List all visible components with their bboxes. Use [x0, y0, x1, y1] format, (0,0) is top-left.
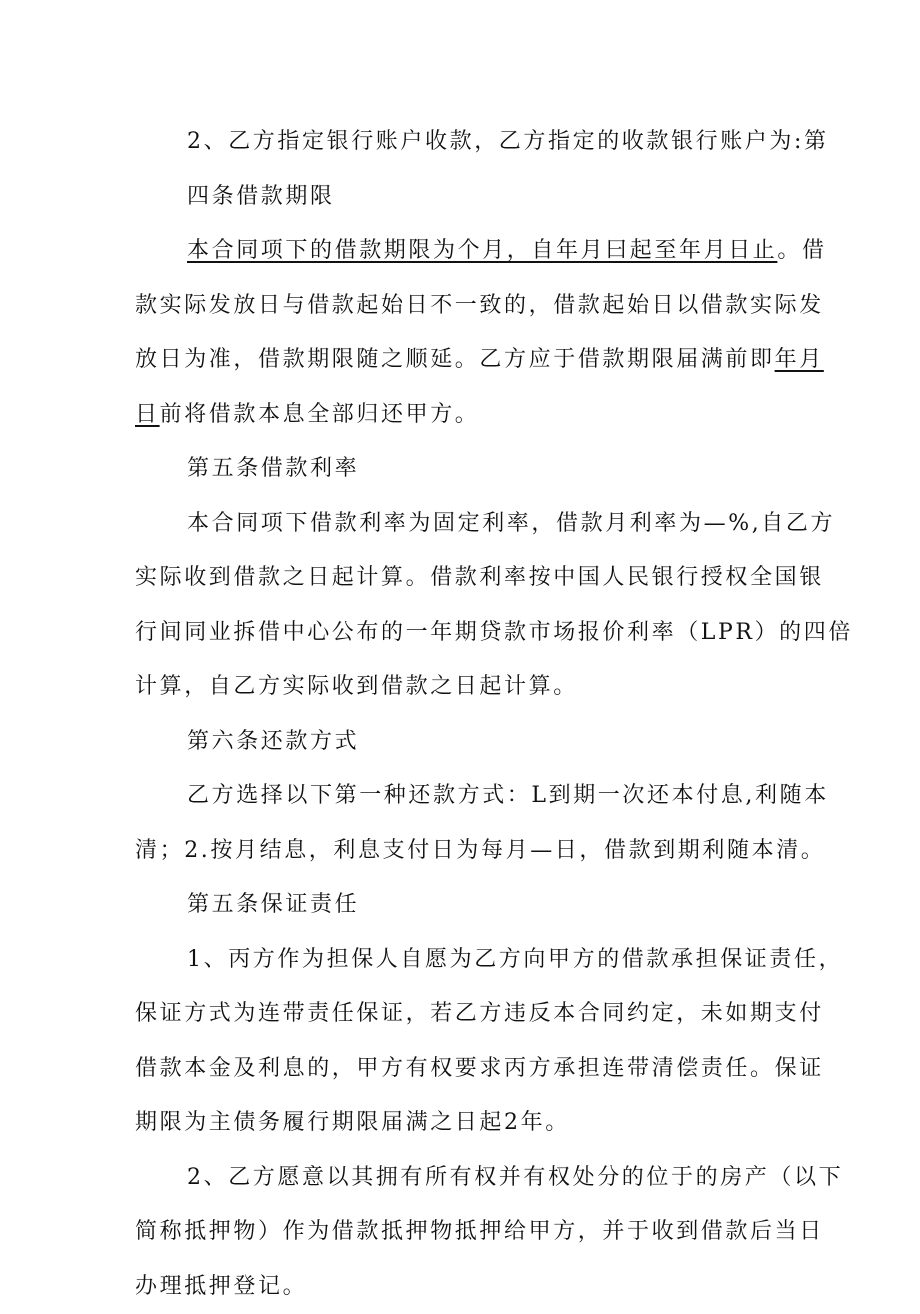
text-line	[135, 224, 795, 279]
line-text: 保证方式为连带责任保证，若乙方违反本合同约定，未如期支付	[135, 1001, 824, 1026]
text-line	[135, 1151, 795, 1206]
text-line	[135, 1096, 795, 1151]
underlined-blank-text: 日	[135, 402, 160, 427]
line-text: 1、丙方作为担保人自愿为乙方向甲方的借款承担保证责任，	[187, 947, 843, 972]
line-text: 2、乙方愿意以其拥有所有权并有权处分的位于的房产（以下	[187, 1165, 843, 1190]
text-line	[135, 170, 795, 225]
text-line	[135, 551, 795, 606]
line-text: 第五条保证责任	[187, 892, 359, 917]
line-text: 行间同业拆借中心公布的一年期贷款市场报价利率（LPR）的四倍	[135, 620, 853, 645]
document-body	[135, 115, 795, 1314]
line-text: 乙方选择以下第一种还款方式：L到期一次还本付息,利随本	[187, 783, 829, 808]
line-text: 简称抵押物）作为借款抵押物抵押给甲方，并于收到借款后当日	[135, 1219, 824, 1244]
text-line	[135, 824, 795, 879]
line-text: 款实际发放日与借款起始日不一致的，借款起始日以借款实际发	[135, 293, 824, 318]
underlined-blank-text: 本合同项下的借款期限为个月，自年月曰起至年月日止	[187, 238, 777, 263]
line-text: 第五条借款利率	[187, 456, 359, 481]
text-line	[135, 660, 795, 715]
line-text: 计算，自乙方实际收到借款之日起计算。	[135, 674, 578, 699]
text-line	[135, 606, 795, 661]
line-text: 办理抵押登记。	[135, 1274, 307, 1299]
line-text: 第六条还款方式	[187, 729, 359, 754]
text-line	[135, 388, 795, 443]
text-line	[135, 115, 795, 170]
line-text: 。借	[777, 238, 826, 263]
text-line	[135, 442, 795, 497]
underlined-blank-text: 年月	[775, 347, 824, 372]
line-text: 前将借款本息全部归还甲方。	[160, 402, 480, 427]
line-text: 借款本金及利息的，甲方有权要求丙方承担连带清偿责任。保证	[135, 1056, 824, 1081]
text-line	[135, 1042, 795, 1097]
line-text: 放日为准，借款期限随之顺延。乙方应于借款期限届满前即	[135, 347, 775, 372]
text-line	[135, 1260, 795, 1314]
line-text: 本合同项下借款利率为固定利率，借款月利率为—%,自乙方	[187, 511, 835, 536]
text-line	[135, 333, 795, 388]
line-text: 四条借款期限	[187, 184, 335, 209]
text-line	[135, 878, 795, 933]
line-text: 2、乙方指定银行账户收款，乙方指定的收款银行账户为:第	[187, 129, 829, 154]
text-line	[135, 987, 795, 1042]
text-line	[135, 1205, 795, 1260]
text-line	[135, 769, 795, 824]
text-line	[135, 497, 795, 552]
line-text: 实际收到借款之日起计算。借款利率按中国人民银行授权全国银	[135, 565, 824, 590]
text-line	[135, 279, 795, 334]
line-text: 期限为主债务履行期限届满之日起2年。	[135, 1110, 570, 1135]
text-line	[135, 933, 795, 988]
line-text: 清；2.按月结息，利息支付日为每月—日，借款到期利随本清。	[135, 838, 825, 863]
text-line	[135, 715, 795, 770]
